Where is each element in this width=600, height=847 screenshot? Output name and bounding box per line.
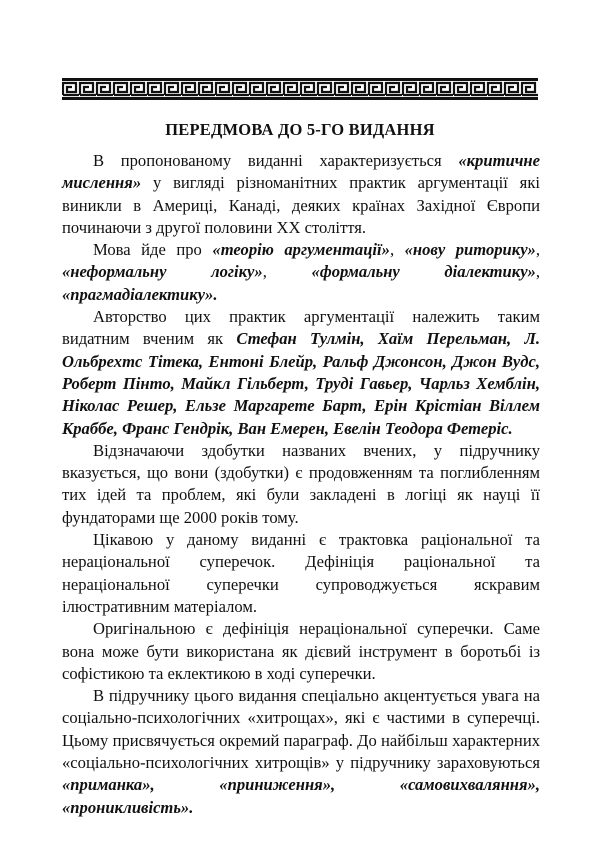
page-title: ПЕРЕДМОВА ДО 5-ГО ВИДАННЯ [165, 120, 435, 139]
scholar-names: Стефан Тулмін, Хаїм Перельман, Л. Ольбрехтс Тітека, Ентоні Блейр, Ральф Джонсон, Джон Вудс, Роберт Пінто, Майкл Гільберт, Труді Гавьер, Чарльз Хемблін, Ніколас Решер, Ельзе Маргарете Барт, Ерін Крістіан Віллем Краббе, Франс Гендрік, Ван Емерен, Евелін Теодора Фетеріс. [62, 329, 540, 438]
paragraph-3: Авторство цих практик аргументації належить таким видатним вченим як Стефан Тулмін, Хаїм Перельман, Л. Ольбрехтс Тітека, Ентоні Блейр, Ральф Джонсон, Джон Вудс, Роберт Пінто, Майкл Гільберт, Труді Гавьер, Чарльз Хемблін, Ніколас Решер, Ельзе Маргарете Барт, Ерін Крістіан Віллем Краббе, Франс Гендрік, Ван Емерен, Евелін Теодора Фетеріс. [62, 307, 540, 438]
emphasis-term: «самовихваляння» [399, 775, 536, 795]
paragraph-4: Відзначаючи здобутки названих вчених, у підручнику вказується, що вони (здобутки) є продовженням та поглибленням тих ідей та проблем, які були закладені в логіці як науці її фундаторами ще 2000 років тому. [62, 440, 540, 527]
emphasis-term: «приниження» [219, 775, 332, 795]
emphasis-term: «критичне мислення» [62, 151, 540, 193]
paragraph-2: Мова йде про «теорію аргументації», «нову риторику», «неформальну логіку», «формальну діалектику», «прагмадіалектику». [62, 240, 541, 304]
emphasis-term: «приманка» [62, 775, 151, 795]
emphasis-term: «проникливість» [62, 797, 190, 817]
emphasis-term: «прагмадіалектику» [62, 284, 214, 304]
paragraph-7: В підручнику цього видання спеціально акцентується увага на соціально-психологічних «хитрощах», які є частими в суперечці. Цьому присвячується окремий параграф. До найбільш характерних «соціально-психологічних хитрощів» у підручнику зараховуються «приманка», «приниження», «самовихваляння», «проникливість». [62, 686, 541, 817]
greek-key-border [62, 78, 538, 100]
paragraph-1: В пропонованому виданні характеризується «критичне мислення» у вигляді різноманітних практик аргументації які виникли в Америці, Канаді, деяких країнах Західної Європи починаючи з другої половини XX століття. [62, 151, 540, 237]
emphasis-term: «формальну діалектику» [311, 262, 536, 282]
paragraph-6: Оригінальною є дефініція нераціональної суперечки. Саме вона може бути використана як дієвий інструмент в боротьбі із софістикою та еклектикою в ході суперечки. [62, 619, 540, 683]
body-text [62, 150, 540, 819]
meander-pattern [63, 83, 538, 95]
paragraph-5: Цікавою у даному виданні є трактовка раціональної та нераціональної суперечок. Дефініція раціональної та нераціональної суперечки супроводжується яскравим ілюстративним матеріалом. [62, 530, 540, 616]
emphasis-term: «теорію аргументації» [212, 240, 390, 260]
emphasis-term: «неформальну логіку» [62, 262, 263, 282]
emphasis-term: «нову риторику» [404, 240, 536, 260]
